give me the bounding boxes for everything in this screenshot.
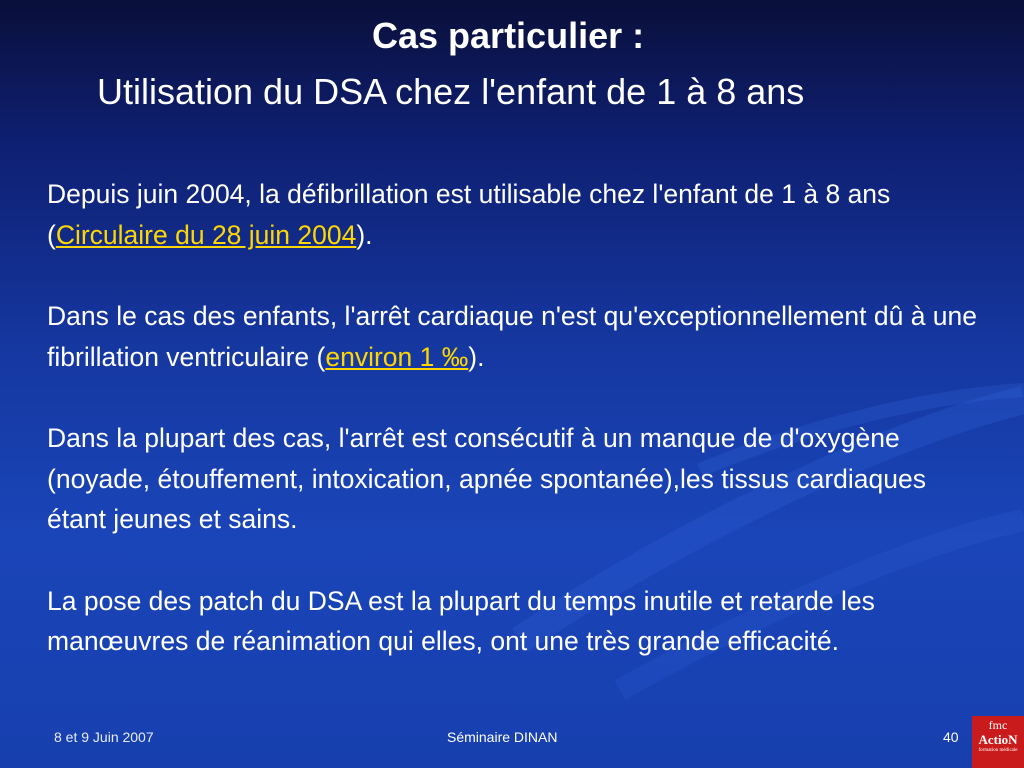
slide-body [47,174,987,703]
environ-link[interactable]: environ 1 ‰ [325,341,469,372]
logo-text-fmc: fmc [988,718,1008,732]
paragraph-text: ). [356,219,373,250]
title-heading: Cas particulier : [372,15,645,56]
paragraph-patch: La pose des patch du DSA est la plupart du temps inutile et retarde les manœuvres de réanimation qui elles, ont une très grande efficacité. [47,585,875,656]
paragraph-causes: Dans la plupart des cas, l'arrêt est consécutif à un manque de d'oxygène (noyade, étouffement, intoxication, apnée spontanée),les tissus cardiaques étant jeunes et sains. [47,423,926,534]
circulaire-link[interactable]: Circulaire du 28 juin 2004 [55,219,357,250]
page-number: 40 [943,729,959,745]
footer-date: 8 et 9 Juin 2007 [54,729,154,745]
paragraph-text: Dans le cas des enfants, l'arrêt cardiaque n'est qu'exceptionnellement dû à une fibrillation ventriculaire ( [47,301,978,372]
logo-text-tagline: formation médicale [978,748,1018,753]
paragraph-defibrillation [47,174,987,255]
title-subheading: Utilisation du DSA chez l'enfant de 1 à 8 ans [97,71,805,112]
paragraph-fibrillation [47,296,987,377]
footer-title: Séminaire DINAN [447,729,558,745]
paragraph-text: Depuis juin 2004, la défibrillation est utilisable chez l'enfant de 1 à 8 ans ( [47,179,891,250]
logo-text-action: ActioN [978,732,1018,747]
paragraph-text: ). [468,341,485,372]
fmc-action-logo [972,716,1024,768]
